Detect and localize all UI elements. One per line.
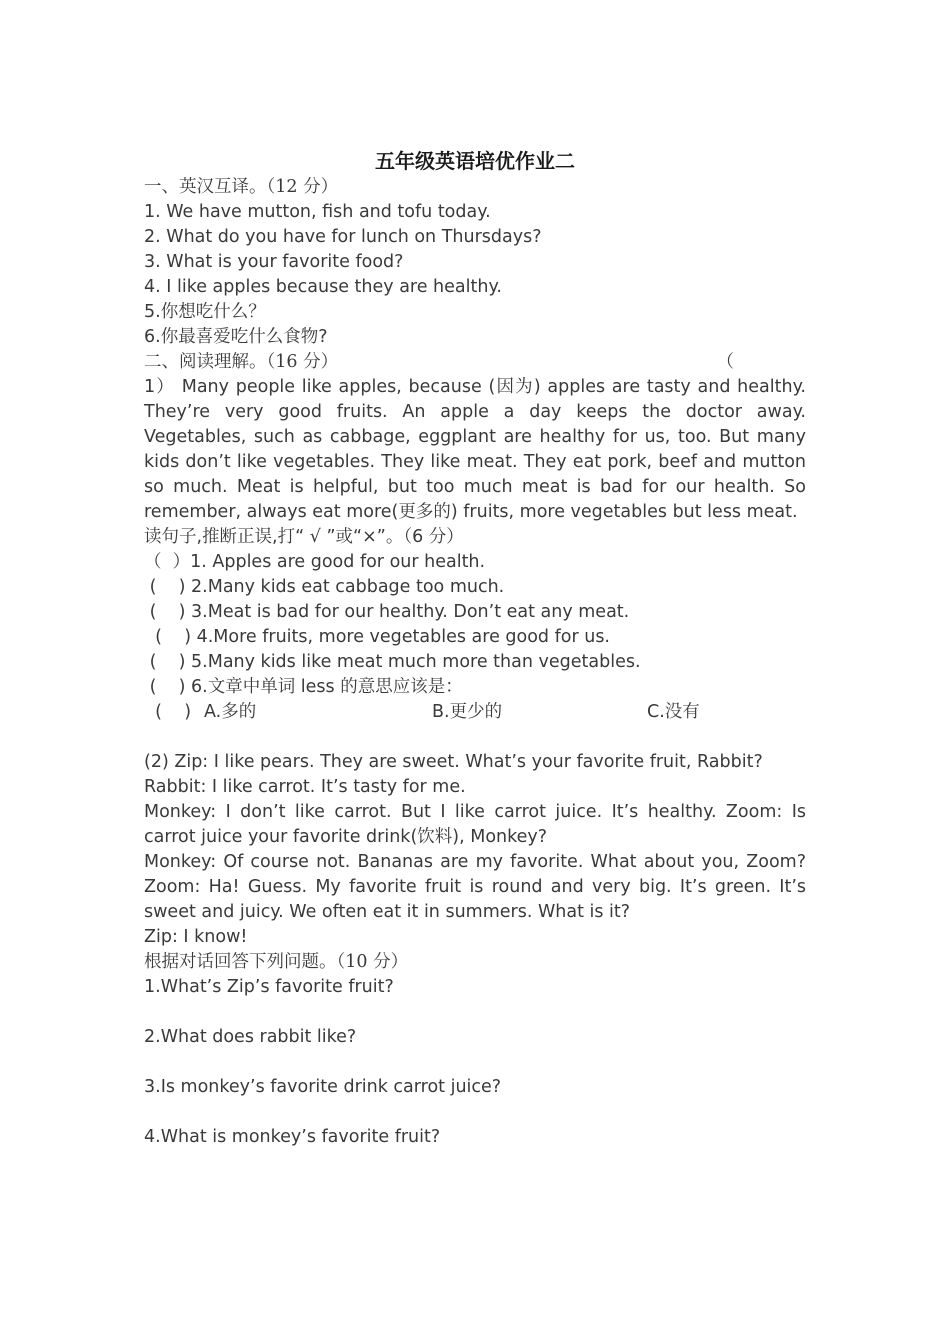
answer-space-1 [144, 1000, 806, 1025]
choice-row [144, 700, 806, 725]
translation-item-4: 4. I like apples because they are healthy. [144, 277, 502, 297]
dialogue-line-1: (2) Zip: I like pears. They are sweet. What’s your favorite fruit, Rabbit? [144, 752, 763, 772]
choice-a: A.多的 [204, 702, 257, 722]
reading-passage-1: 1） Many people like apples, because (因为) apples are tasty and healthy. They’re very good fruits. An apple a day keeps the doctor away. Vegetables, such as cabbage, eggplant are healthy for us, too. But many kids don’t like vegetables. They like meat. They eat pork, beef and mutton so much. Meat is helpful, but too much meat is bad for our health. So remember, always eat more(更多的) fruits, more vegetables but less meat. [144, 377, 806, 522]
dialogue-line-3: Monkey: I don’t like carrot. But I like carrot juice. It’s healthy. Zoom: Is carrot juice your favorite drink(饮料), Monkey? [144, 802, 806, 847]
answer-space-3 [144, 1100, 806, 1125]
true-false-item-1: （ ）1. Apples are good for our health. [144, 552, 486, 572]
document-title: 五年级英语培优作业二 [375, 149, 575, 173]
section2-heading-paren: （ [716, 352, 734, 372]
document-page [144, 147, 806, 1150]
translation-item-5: 5.你想吃什么？ [144, 302, 266, 322]
choice-paren: ( ) [144, 702, 192, 722]
choice-c: C.没有 [647, 702, 700, 722]
true-false-item-3: ( ) 3.Meat is bad for our healthy. Don’t eat any meat. [144, 602, 630, 622]
question-2: 2.What does rabbit like? [144, 1027, 357, 1047]
true-false-item-6: ( ) 6.文章中单词 less 的意思应该是： [144, 677, 463, 697]
question-1: 1.What’s Zip’s favorite fruit? [144, 977, 394, 997]
choice-b: B.更少的 [432, 702, 503, 722]
translation-item-1: 1. We have mutton, fish and tofu today. [144, 202, 491, 222]
question-4: 4.What is monkey’s favorite fruit? [144, 1127, 441, 1147]
dialogue-line-4: Monkey: Of course not. Bananas are my favorite. What about you, Zoom? Zoom: Ha! Guess. My favorite fruit is round and very big. It’s green. It’s sweet and juicy. We often eat it in summers. What is it? [144, 852, 806, 922]
dialogue-line-2: Rabbit: I like carrot. It’s tasty for me. [144, 777, 466, 797]
section2-heading: 二、阅读理解。（16 分） [144, 352, 339, 372]
translation-item-6: 6.你最喜爱吃什么食物? [144, 327, 328, 347]
question-3: 3.Is monkey’s favorite drink carrot juice? [144, 1077, 502, 1097]
true-false-item-2: ( ) 2.Many kids eat cabbage too much. [144, 577, 505, 597]
answer-space-2 [144, 1050, 806, 1075]
spacer [144, 725, 806, 750]
qa-instruction: 根据对话回答下列问题。（10 分） [144, 952, 409, 972]
translation-item-2: 2. What do you have for lunch on Thursdays? [144, 227, 542, 247]
section1-heading: 一、英汉互译。（12 分） [144, 177, 339, 197]
dialogue-line-5: Zip: I know! [144, 927, 248, 947]
section2-heading-row [144, 350, 806, 375]
translation-item-3: 3. What is your favorite food? [144, 252, 404, 272]
true-false-item-5: ( ) 5.Many kids like meat much more than vegetables. [144, 652, 641, 672]
true-false-instruction: 读句子,推断正误,打“ √ ”或“×”。（6 分） [144, 527, 464, 547]
true-false-item-4: ( ) 4.More fruits, more vegetables are good for us. [144, 627, 610, 647]
